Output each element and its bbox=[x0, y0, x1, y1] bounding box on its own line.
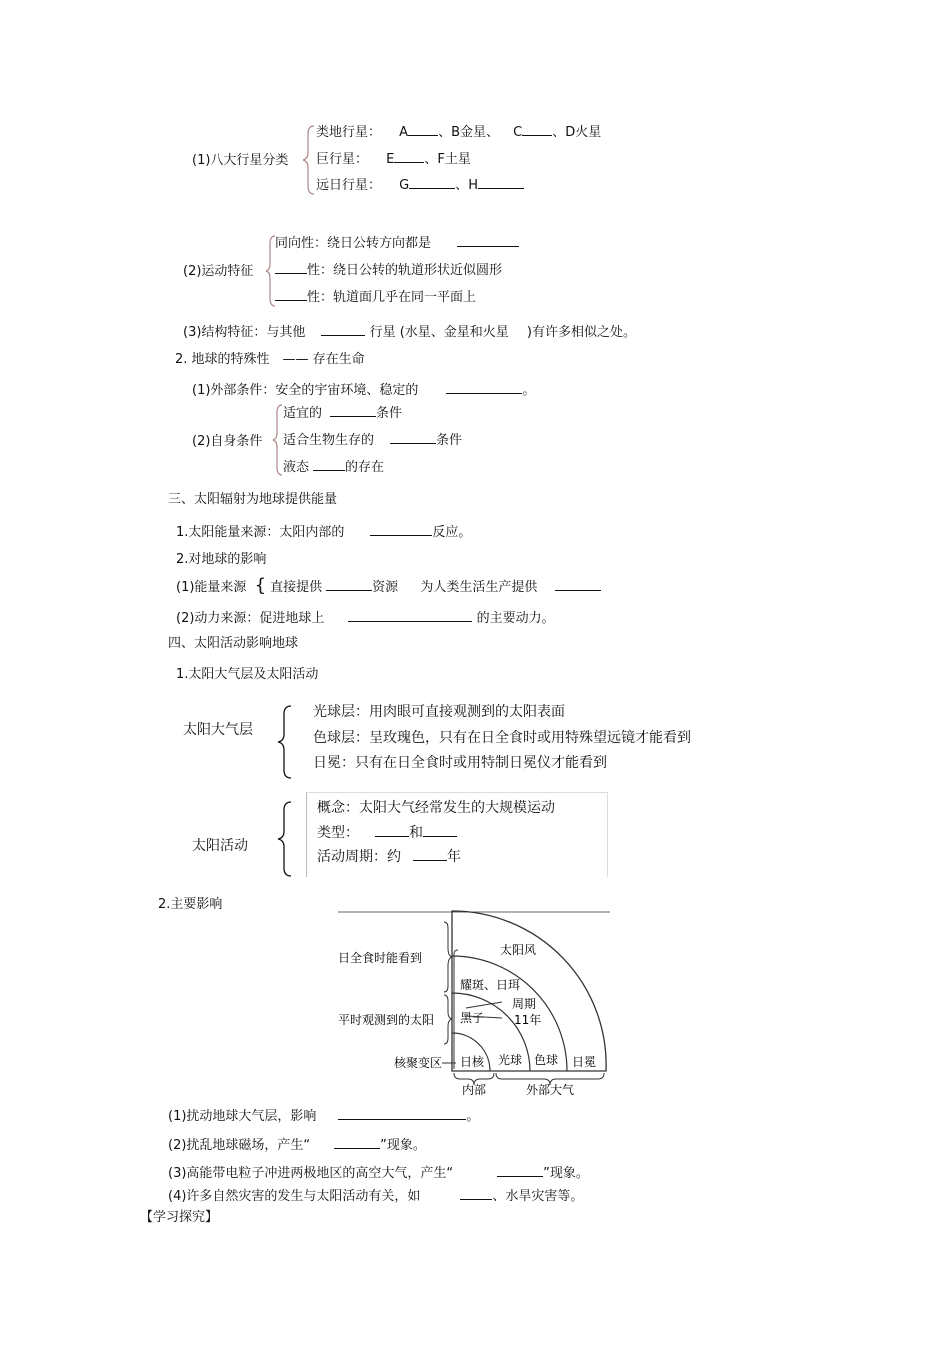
atmosphere-activity-title: 1.太阳大气层及太阳活动 bbox=[176, 667, 319, 682]
label-period-1: 周期 bbox=[512, 997, 537, 1011]
label-corona: 日冕 bbox=[572, 1055, 597, 1069]
blank-type-1[interactable] bbox=[375, 824, 409, 837]
structure-c: )有许多相似之处。 bbox=[526, 325, 636, 340]
effect-1 bbox=[168, 1107, 479, 1125]
effect-2-a: (2)扰乱地球磁场，产生“ bbox=[168, 1138, 311, 1153]
blank-period[interactable] bbox=[413, 848, 447, 861]
blank-energy-2[interactable] bbox=[555, 578, 601, 591]
section3-title: 三、太阳辐射为地球提供能量 bbox=[168, 492, 338, 507]
activity-period-b: 年 bbox=[447, 849, 461, 865]
far-label: 远日行星： bbox=[316, 178, 382, 193]
self-row-3 bbox=[283, 458, 384, 476]
effect-3-b: ”现象。 bbox=[543, 1166, 589, 1181]
blank-type-2[interactable] bbox=[423, 824, 457, 837]
earth-title: 2. 地球的特殊性 —— 存在生命 bbox=[175, 352, 365, 367]
blank-structure[interactable] bbox=[321, 323, 365, 336]
effect-3 bbox=[168, 1164, 589, 1182]
inner-border bbox=[454, 950, 458, 1069]
atmosphere-label: 太阳大气层 bbox=[183, 722, 253, 738]
activity-period-a: 活动周期：约 bbox=[317, 849, 401, 865]
effect-on-earth: 2.对地球的影响 bbox=[176, 552, 267, 567]
far-h: 、H bbox=[455, 178, 479, 193]
normal-brace bbox=[444, 995, 452, 1044]
blank-energy-1[interactable] bbox=[326, 578, 372, 591]
sun-structure-diagram bbox=[336, 906, 612, 1096]
energy-source-b: 反应。 bbox=[432, 525, 472, 540]
energy-c: 资源 bbox=[372, 580, 399, 595]
blank-e[interactable] bbox=[394, 150, 424, 163]
blank-external[interactable] bbox=[446, 381, 522, 394]
effect-4-b: 、水旱灾害等。 bbox=[492, 1189, 584, 1204]
effect-4 bbox=[168, 1187, 583, 1205]
giant-label: 巨行星： bbox=[316, 152, 369, 167]
external-a: (1)外部条件：安全的宇宙环境、稳定的 bbox=[192, 383, 419, 398]
power-b: 的主要动力。 bbox=[476, 611, 555, 626]
blank-self-3[interactable] bbox=[313, 458, 345, 471]
brace-activity bbox=[276, 800, 294, 878]
far-row bbox=[316, 176, 524, 194]
label-chromosphere: 色球 bbox=[534, 1053, 559, 1067]
motion-row-2 bbox=[275, 261, 502, 279]
blank-power[interactable] bbox=[348, 609, 472, 622]
blank-fusion[interactable] bbox=[370, 523, 432, 536]
activity-types-row bbox=[317, 824, 457, 842]
activity-types-b: 和 bbox=[409, 825, 423, 841]
motion-row-3 bbox=[275, 288, 476, 306]
power-a: (2)动力来源：促进地球上 bbox=[176, 611, 325, 626]
effect-1-b: 。 bbox=[466, 1109, 480, 1124]
self-r3-b: 的存在 bbox=[345, 460, 385, 475]
planet-classification-label: (1)八大行星分类 bbox=[192, 153, 289, 168]
self-r3-a: 液态 bbox=[283, 460, 310, 475]
motion-r2-text: 性：绕日公转的轨道形状近似圆形 bbox=[307, 263, 503, 278]
label-sunspot: 黑子 bbox=[460, 1011, 485, 1025]
blank-motion-2[interactable] bbox=[275, 261, 307, 274]
chromosphere-desc: 色球层：呈玫瑰色，只有在日全食时或用特殊望远镜才能看到 bbox=[313, 730, 691, 746]
external-b: 。 bbox=[522, 383, 536, 398]
blank-self-2[interactable] bbox=[390, 431, 436, 444]
label-eclipse-visible: 日全食时能看到 bbox=[338, 951, 423, 965]
photosphere-desc: 光球层：用肉眼可直接观测到的太阳表面 bbox=[313, 704, 565, 720]
energy-source-row bbox=[176, 523, 471, 541]
self-r2-b: 条件 bbox=[436, 433, 463, 448]
blank-effect-1[interactable] bbox=[338, 1107, 466, 1120]
effect-2-b: ”现象。 bbox=[380, 1138, 426, 1153]
giant-row bbox=[316, 150, 471, 168]
structure-a: (3)结构特征：与其他 bbox=[183, 325, 306, 340]
blank-g[interactable] bbox=[409, 176, 455, 189]
structure-row bbox=[183, 323, 636, 341]
self-row-2 bbox=[283, 431, 462, 449]
blank-effect-2[interactable] bbox=[334, 1136, 380, 1149]
brace-atmosphere bbox=[276, 704, 294, 780]
label-fusion-zone: 核聚变区 bbox=[394, 1056, 443, 1070]
label-solar-wind: 太阳风 bbox=[500, 943, 537, 957]
energy-brace: { bbox=[254, 575, 267, 596]
brace-planets bbox=[302, 124, 316, 196]
label-core: 日核 bbox=[460, 1055, 485, 1069]
effect-1-a: (1)扰动地球大气层，影响 bbox=[168, 1109, 317, 1124]
self-r1-a: 适宜的 bbox=[283, 406, 323, 421]
terrestrial-d: 、D火星 bbox=[552, 125, 602, 140]
self-r1-b: 条件 bbox=[376, 406, 403, 421]
study-heading: 【学习探究】 bbox=[140, 1210, 219, 1225]
structure-b: 行星 (水星、金星和火星 bbox=[369, 325, 509, 340]
self-r2-a: 适合生物生存的 bbox=[283, 433, 375, 448]
effect-3-a: (3)高能带电粒子冲进两极地区的高空大气，产生“ bbox=[168, 1166, 454, 1181]
main-effects-title: 2.主要影响 bbox=[158, 897, 223, 912]
label-normal-visible: 平时观测到的太阳 bbox=[338, 1013, 435, 1027]
far-g: G bbox=[399, 178, 410, 193]
external-row bbox=[192, 381, 535, 399]
energy-d: 为人类生活生产提供 bbox=[420, 580, 538, 595]
terrestrial-row bbox=[316, 123, 601, 141]
activity-period-row bbox=[317, 848, 461, 866]
energy-source-a: 1.太阳能量来源：太阳内部的 bbox=[176, 525, 345, 540]
corona-desc: 日冕：只有在日全食时或用特制日冕仪才能看到 bbox=[313, 755, 607, 771]
motion-label: (2)运动特征 bbox=[183, 264, 254, 279]
blank-motion-1[interactable] bbox=[457, 234, 519, 247]
eclipse-brace bbox=[444, 922, 452, 992]
motion-row-1 bbox=[275, 234, 519, 252]
label-flare: 耀斑、日珥 bbox=[460, 978, 521, 992]
terrestrial-label: 类地行星： bbox=[316, 125, 382, 140]
blank-self-1[interactable] bbox=[330, 404, 376, 417]
self-row-1 bbox=[283, 404, 402, 422]
activity-label: 太阳活动 bbox=[192, 838, 248, 854]
label-photosphere: 光球 bbox=[498, 1053, 523, 1067]
blank-effect-4[interactable] bbox=[460, 1187, 492, 1200]
power-row bbox=[176, 609, 555, 627]
activity-concept: 概念：太阳大气经常发生的大规模运动 bbox=[317, 800, 555, 816]
blank-a[interactable] bbox=[408, 123, 438, 136]
label-interior: 内部 bbox=[462, 1083, 487, 1096]
effect-4-a: (4)许多自然灾害的发生与太阳活动有关，如 bbox=[168, 1189, 421, 1204]
energy-row bbox=[176, 575, 601, 596]
motion-r3-text: 性：轨道面几乎在同一平面上 bbox=[307, 290, 477, 305]
section4-title: 四、太阳活动影响地球 bbox=[168, 636, 299, 651]
activity-types-a: 类型： bbox=[317, 825, 359, 841]
self-label: (2)自身条件 bbox=[192, 434, 263, 449]
terrestrial-a: A bbox=[399, 125, 409, 140]
giant-e: E bbox=[386, 152, 395, 167]
giant-f: 、F土星 bbox=[424, 152, 471, 167]
terrestrial-b: 、B金星、 bbox=[438, 125, 499, 140]
label-outer-atm: 外部大气 bbox=[526, 1083, 575, 1096]
effect-2 bbox=[168, 1136, 426, 1154]
motion-r1-text: 同向性：绕日公转方向都是 bbox=[275, 236, 432, 251]
blank-motion-3[interactable] bbox=[275, 288, 307, 301]
terrestrial-c: C bbox=[513, 125, 523, 140]
energy-b: 直接提供 bbox=[270, 580, 323, 595]
blank-h[interactable] bbox=[478, 176, 524, 189]
blank-c[interactable] bbox=[522, 123, 552, 136]
energy-a: (1)能量来源 bbox=[176, 580, 247, 595]
blank-effect-3[interactable] bbox=[497, 1164, 543, 1177]
label-period-2: 11年 bbox=[514, 1013, 542, 1027]
